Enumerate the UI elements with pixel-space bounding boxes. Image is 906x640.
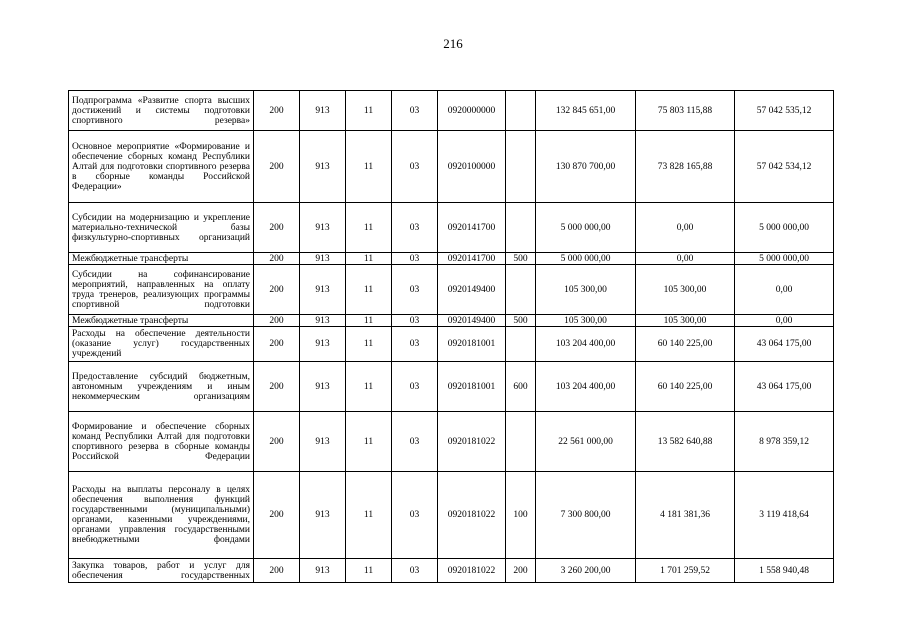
row-name-cell: Закупка товаров, работ и услуг для обеспечения государственных xyxy=(69,559,254,583)
target-article-cell: 0920181022 xyxy=(438,472,506,559)
ministry-code-cell: 913 xyxy=(300,315,346,327)
subsection-code-cell: 03 xyxy=(392,253,438,265)
table-row xyxy=(69,91,834,131)
expense-type-cell xyxy=(506,327,536,362)
subsection-code-cell: 03 xyxy=(392,362,438,412)
table-row xyxy=(69,131,834,203)
budget-table xyxy=(68,90,834,583)
amount-remaining-cell: 0,00 xyxy=(735,315,834,327)
amount-remaining-cell: 8 978 359,12 xyxy=(735,412,834,472)
row-name-cell: Межбюджетные трансферты xyxy=(69,253,254,265)
target-article-cell: 0920100000 xyxy=(438,131,506,203)
admin-code-cell: 200 xyxy=(254,131,300,203)
row-name-cell: Расходы на обеспечение деятельности (оказание услуг) государственных учреждений xyxy=(69,327,254,362)
admin-code-cell: 200 xyxy=(254,472,300,559)
amount-remaining-cell: 57 042 535,12 xyxy=(735,91,834,131)
amount-approved-cell: 130 870 700,00 xyxy=(536,131,636,203)
ministry-code-cell: 913 xyxy=(300,253,346,265)
expense-type-cell xyxy=(506,265,536,315)
section-code-cell: 11 xyxy=(346,253,392,265)
amount-remaining-cell: 3 119 418,64 xyxy=(735,472,834,559)
table-row xyxy=(69,559,834,583)
amount-remaining-cell: 0,00 xyxy=(735,265,834,315)
amount-approved-cell: 3 260 200,00 xyxy=(536,559,636,583)
admin-code-cell: 200 xyxy=(254,559,300,583)
section-code-cell: 11 xyxy=(346,315,392,327)
amount-executed-cell: 4 181 381,36 xyxy=(636,472,735,559)
subsection-code-cell: 03 xyxy=(392,472,438,559)
row-name-cell: Субсидии на софинансирование мероприятий, направленных на оплату труда тренеров, реализующих программы спортивной подготовки xyxy=(69,265,254,315)
expense-type-cell xyxy=(506,91,536,131)
subsection-code-cell: 03 xyxy=(392,265,438,315)
table-row xyxy=(69,265,834,315)
ministry-code-cell: 913 xyxy=(300,362,346,412)
expense-type-cell: 100 xyxy=(506,472,536,559)
section-code-cell: 11 xyxy=(346,91,392,131)
budget-table-body xyxy=(69,91,834,583)
amount-executed-cell: 0,00 xyxy=(636,253,735,265)
row-name-cell: Предоставление субсидий бюджетным, автономным учреждениям и иным некоммерческим организациям xyxy=(69,362,254,412)
row-name-cell: Основное мероприятие «Формирование и обеспечение сборных команд Республики Алтай для подготовки спортивного резерва в сборные команды Российской Федерации» xyxy=(69,131,254,203)
admin-code-cell: 200 xyxy=(254,315,300,327)
section-code-cell: 11 xyxy=(346,203,392,253)
amount-remaining-cell: 5 000 000,00 xyxy=(735,253,834,265)
table-row xyxy=(69,203,834,253)
section-code-cell: 11 xyxy=(346,265,392,315)
row-name-cell: Формирование и обеспечение сборных команд Республики Алтай для подготовки спортивного резерва в сборные команды Российской Федерации xyxy=(69,412,254,472)
target-article-cell: 0920149400 xyxy=(438,315,506,327)
admin-code-cell: 200 xyxy=(254,265,300,315)
expense-type-cell: 500 xyxy=(506,253,536,265)
table-row xyxy=(69,412,834,472)
admin-code-cell: 200 xyxy=(254,412,300,472)
amount-remaining-cell: 43 064 175,00 xyxy=(735,327,834,362)
amount-executed-cell: 60 140 225,00 xyxy=(636,362,735,412)
ministry-code-cell: 913 xyxy=(300,203,346,253)
amount-approved-cell: 103 204 400,00 xyxy=(536,362,636,412)
table-row xyxy=(69,315,834,327)
expense-type-cell xyxy=(506,203,536,253)
ministry-code-cell: 913 xyxy=(300,91,346,131)
section-code-cell: 11 xyxy=(346,472,392,559)
admin-code-cell: 200 xyxy=(254,362,300,412)
page-number: 216 xyxy=(443,36,463,51)
row-name-cell: Субсидии на модернизацию и укрепление материально-технической базы физкультурно-спортивных организаций xyxy=(69,203,254,253)
section-code-cell: 11 xyxy=(346,362,392,412)
amount-executed-cell: 1 701 259,52 xyxy=(636,559,735,583)
amount-executed-cell: 105 300,00 xyxy=(636,315,735,327)
expense-type-cell xyxy=(506,131,536,203)
subsection-code-cell: 03 xyxy=(392,559,438,583)
amount-executed-cell: 0,00 xyxy=(636,203,735,253)
amount-executed-cell: 105 300,00 xyxy=(636,265,735,315)
row-name-cell: Подпрограмма «Развитие спорта высших достижений и системы подготовки спортивного резерва» xyxy=(69,91,254,131)
section-code-cell: 11 xyxy=(346,412,392,472)
ministry-code-cell: 913 xyxy=(300,265,346,315)
table-row xyxy=(69,472,834,559)
amount-remaining-cell: 43 064 175,00 xyxy=(735,362,834,412)
section-code-cell: 11 xyxy=(346,131,392,203)
subsection-code-cell: 03 xyxy=(392,131,438,203)
subsection-code-cell: 03 xyxy=(392,315,438,327)
ministry-code-cell: 913 xyxy=(300,472,346,559)
admin-code-cell: 200 xyxy=(254,91,300,131)
amount-approved-cell: 103 204 400,00 xyxy=(536,327,636,362)
table-row xyxy=(69,253,834,265)
target-article-cell: 0920181022 xyxy=(438,559,506,583)
section-code-cell: 11 xyxy=(346,559,392,583)
expense-type-cell: 200 xyxy=(506,559,536,583)
target-article-cell: 0920181001 xyxy=(438,327,506,362)
amount-executed-cell: 60 140 225,00 xyxy=(636,327,735,362)
subsection-code-cell: 03 xyxy=(392,203,438,253)
amount-approved-cell: 22 561 000,00 xyxy=(536,412,636,472)
ministry-code-cell: 913 xyxy=(300,412,346,472)
target-article-cell: 0920149400 xyxy=(438,265,506,315)
amount-executed-cell: 75 803 115,88 xyxy=(636,91,735,131)
row-name-cell: Расходы на выплаты персоналу в целях обеспечения выполнения функций государственными (муниципальными) органами, казенными учреждениями, органами управления государственными внебюджетными фондами xyxy=(69,472,254,559)
amount-executed-cell: 73 828 165,88 xyxy=(636,131,735,203)
amount-remaining-cell: 5 000 000,00 xyxy=(735,203,834,253)
amount-remaining-cell: 1 558 940,48 xyxy=(735,559,834,583)
target-article-cell: 0920181001 xyxy=(438,362,506,412)
row-name-cell: Межбюджетные трансферты xyxy=(69,315,254,327)
ministry-code-cell: 913 xyxy=(300,327,346,362)
amount-approved-cell: 132 845 651,00 xyxy=(536,91,636,131)
amount-approved-cell: 105 300,00 xyxy=(536,265,636,315)
subsection-code-cell: 03 xyxy=(392,91,438,131)
subsection-code-cell: 03 xyxy=(392,412,438,472)
admin-code-cell: 200 xyxy=(254,253,300,265)
amount-approved-cell: 5 000 000,00 xyxy=(536,203,636,253)
expense-type-cell xyxy=(506,412,536,472)
target-article-cell: 0920141700 xyxy=(438,203,506,253)
table-row xyxy=(69,327,834,362)
amount-approved-cell: 105 300,00 xyxy=(536,315,636,327)
admin-code-cell: 200 xyxy=(254,203,300,253)
amount-approved-cell: 5 000 000,00 xyxy=(536,253,636,265)
target-article-cell: 0920000000 xyxy=(438,91,506,131)
ministry-code-cell: 913 xyxy=(300,131,346,203)
admin-code-cell: 200 xyxy=(254,327,300,362)
target-article-cell: 0920141700 xyxy=(438,253,506,265)
expense-type-cell: 600 xyxy=(506,362,536,412)
amount-remaining-cell: 57 042 534,12 xyxy=(735,131,834,203)
subsection-code-cell: 03 xyxy=(392,327,438,362)
table-row xyxy=(69,362,834,412)
target-article-cell: 0920181022 xyxy=(438,412,506,472)
ministry-code-cell: 913 xyxy=(300,559,346,583)
amount-approved-cell: 7 300 800,00 xyxy=(536,472,636,559)
amount-executed-cell: 13 582 640,88 xyxy=(636,412,735,472)
section-code-cell: 11 xyxy=(346,327,392,362)
expense-type-cell: 500 xyxy=(506,315,536,327)
